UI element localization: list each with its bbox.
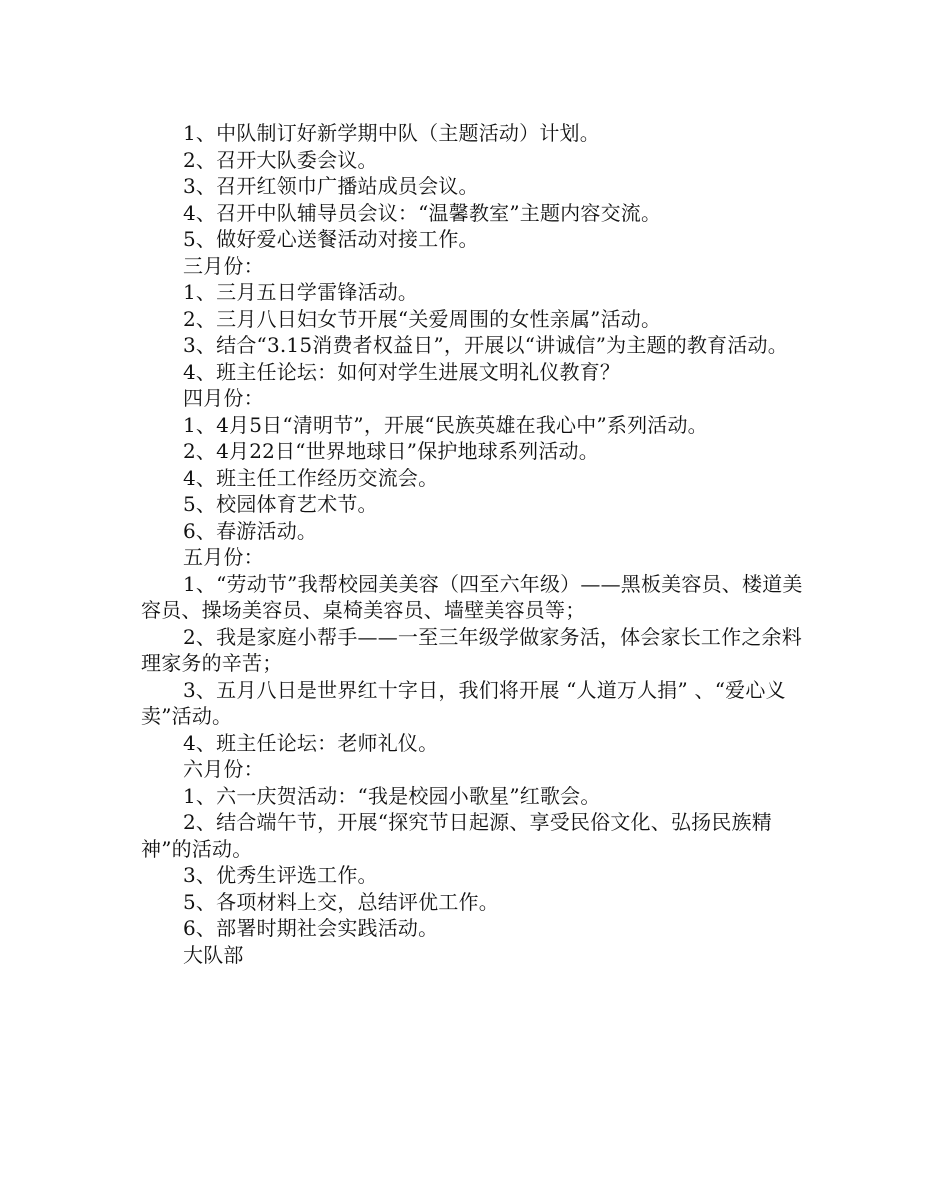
plan-item: 5、校园体育艺术节。 [183,492,378,516]
plan-item: 2、我是家庭小帮手——一至三年级学做家务活，体会家长工作之余料理家务的辛苦； [141,624,802,675]
plan-item: 3、五月八日是世界红十字日，我们将开展 “人道万人捐” 、“爱心义卖”活动。 [141,677,786,728]
plan-item: 4、班主任论坛：老师礼仪。 [183,730,439,755]
plan-item: 1、“劳动节”我帮校园美美容（四至六年级）——黑板美容员、楼道美容员、操场美容员、桌椅美容员、墙壁美容员等； [141,571,803,622]
plan-item: 4、班主任工作经历交流会。 [183,465,439,490]
plan-item: 2、三月八日妇女节开展“关爱周围的女性亲属”活动。 [183,306,662,331]
plan-item: 2、召开大队委会议。 [183,147,378,172]
plan-item: 3、召开红领巾广播站成员会议。 [183,174,479,198]
plan-item: 1、中队制订好新学期中队（主题活动）计划。 [183,121,600,145]
plan-item: 1、六一庆贺活动：“我是校园小歌星”红歌会。 [183,783,601,808]
plan-item: 4、班主任论坛：如何对学生进展文明礼仪教育？ [183,359,621,384]
plan-item: 1、三月五日学雷锋活动。 [183,280,419,304]
signature-department: 大队部 [183,942,244,967]
month-heading-may: 五月份： [183,545,264,569]
plan-item: 5、做好爱心送餐活动对接工作。 [183,227,479,251]
plan-item: 5、各项材料上交，总结评优工作。 [183,889,499,914]
plan-item: 2、结合端午节，开展“探究节日起源、享受民俗文化、弘扬民族精神”的活动。 [141,810,772,861]
month-heading-june: 六月份： [183,757,264,781]
plan-item: 3、优秀生评选工作。 [183,863,378,887]
plan-item: 1、4月5日“清明节”，开展“民族英雄在我心中”系列活动。 [183,412,708,437]
month-heading-april: 四月份： [183,386,264,410]
month-heading-march: 三月份： [183,253,264,278]
plan-item: 3、结合“3.15消费者权益日”，开展以“讲诚信”为主题的教育活动。 [183,333,788,357]
plan-item: 4、召开中队辅导员会议：“温馨教室”主题内容交流。 [183,200,662,225]
document-body [141,120,813,968]
plan-item: 6、春游活动。 [183,518,318,543]
plan-item: 6、部署时期社会实践活动。 [183,916,439,940]
plan-item: 2、4月22日“世界地球日”保护地球系列活动。 [183,439,599,463]
